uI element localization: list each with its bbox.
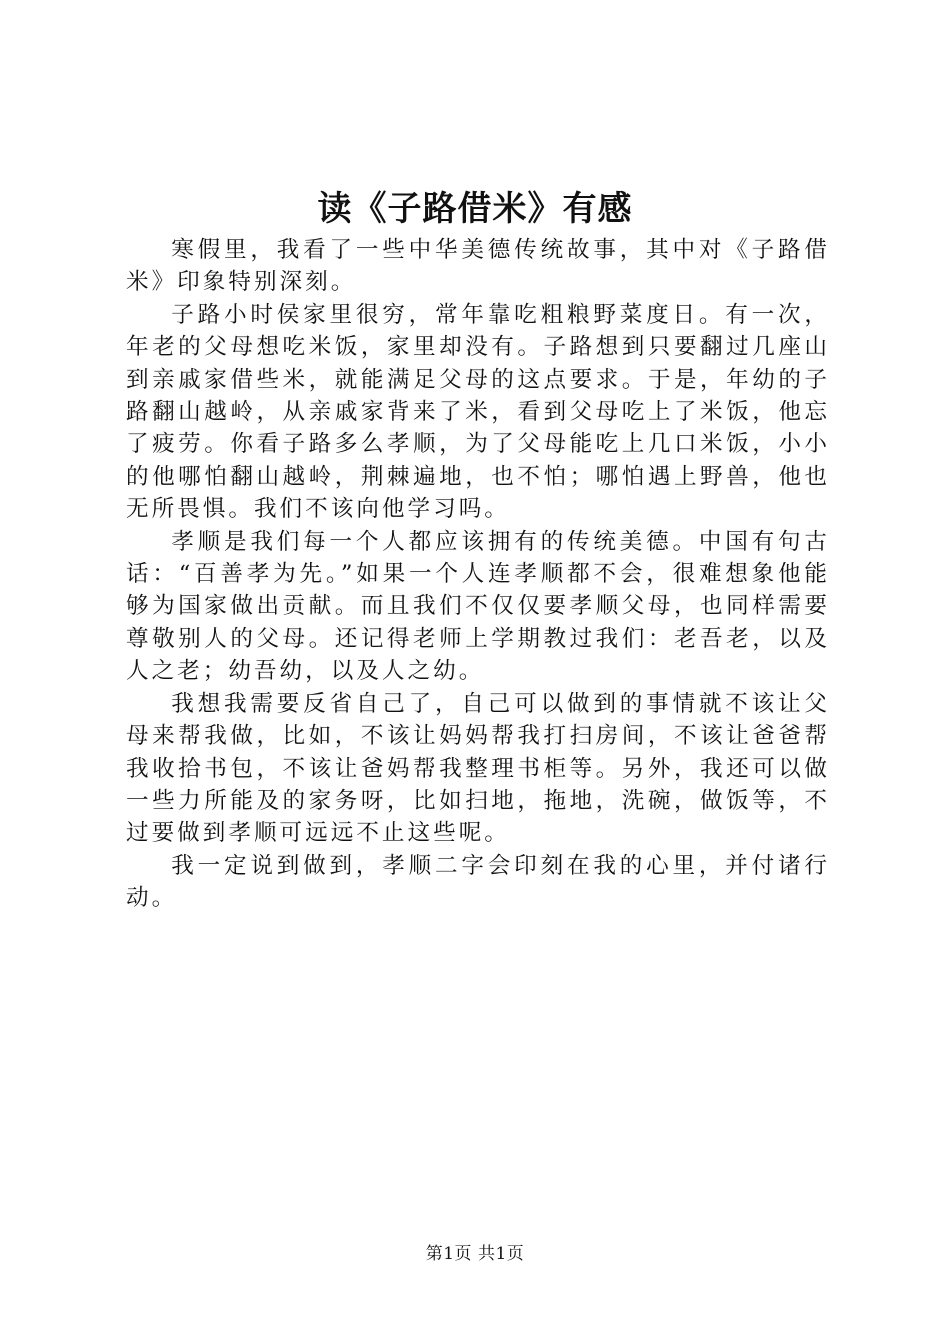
document-title: 读《子路借米》有感 <box>317 189 633 229</box>
paragraph-3: 孝顺是我们每一个人都应该拥有的传统美德。中国有句古话：“百善孝为先。”如果一个人连孝顺都不会，很难想象他能够为国家做出贡献。而且我们不仅仅要孝顺父母，也同样需要尊敬别人的父母。还记得老师上学期教过我们：老吾老，以及人之老；幼吾幼，以及人之幼。 <box>126 528 830 685</box>
paragraph-1: 寒假里，我看了一些中华美德传统故事，其中对《子路借米》印象特别深刻。 <box>126 237 830 296</box>
page-footer: 第1页 共1页 <box>425 1244 525 1264</box>
paragraph-2: 子路小时侯家里很穷，常年靠吃粗粮野菜度日。有一次，年老的父母想吃米饭，家里却没有。子路想到只要翻过几座山到亲戚家借些米，就能满足父母的这点要求。于是，年幼的子路翻山越岭，从亲戚家背来了米，看到父母吃上了米饭，他忘了疲劳。你看子路多么孝顺，为了父母能吃上几口米饭，小小的他哪怕翻山越岭，荆棘遍地，也不怕；哪怕遇上野兽，他也无所畏惧。我们不该向他学习吗。 <box>126 301 830 523</box>
paragraph-4: 我想我需要反省自己了，自己可以做到的事情就不该让父母来帮我做，比如，不该让妈妈帮我打扫房间，不该让爸爸帮我收拾书包，不该让爸妈帮我整理书柜等。另外，我还可以做一些力所能及的家务呀，比如扫地，拖地，洗碗，做饭等，不过要做到孝顺可远远不止这些呢。 <box>126 690 830 847</box>
document-body <box>126 234 830 915</box>
paragraph-5: 我一定说到做到，孝顺二字会印刻在我的心里，并付诸行动。 <box>126 852 830 912</box>
